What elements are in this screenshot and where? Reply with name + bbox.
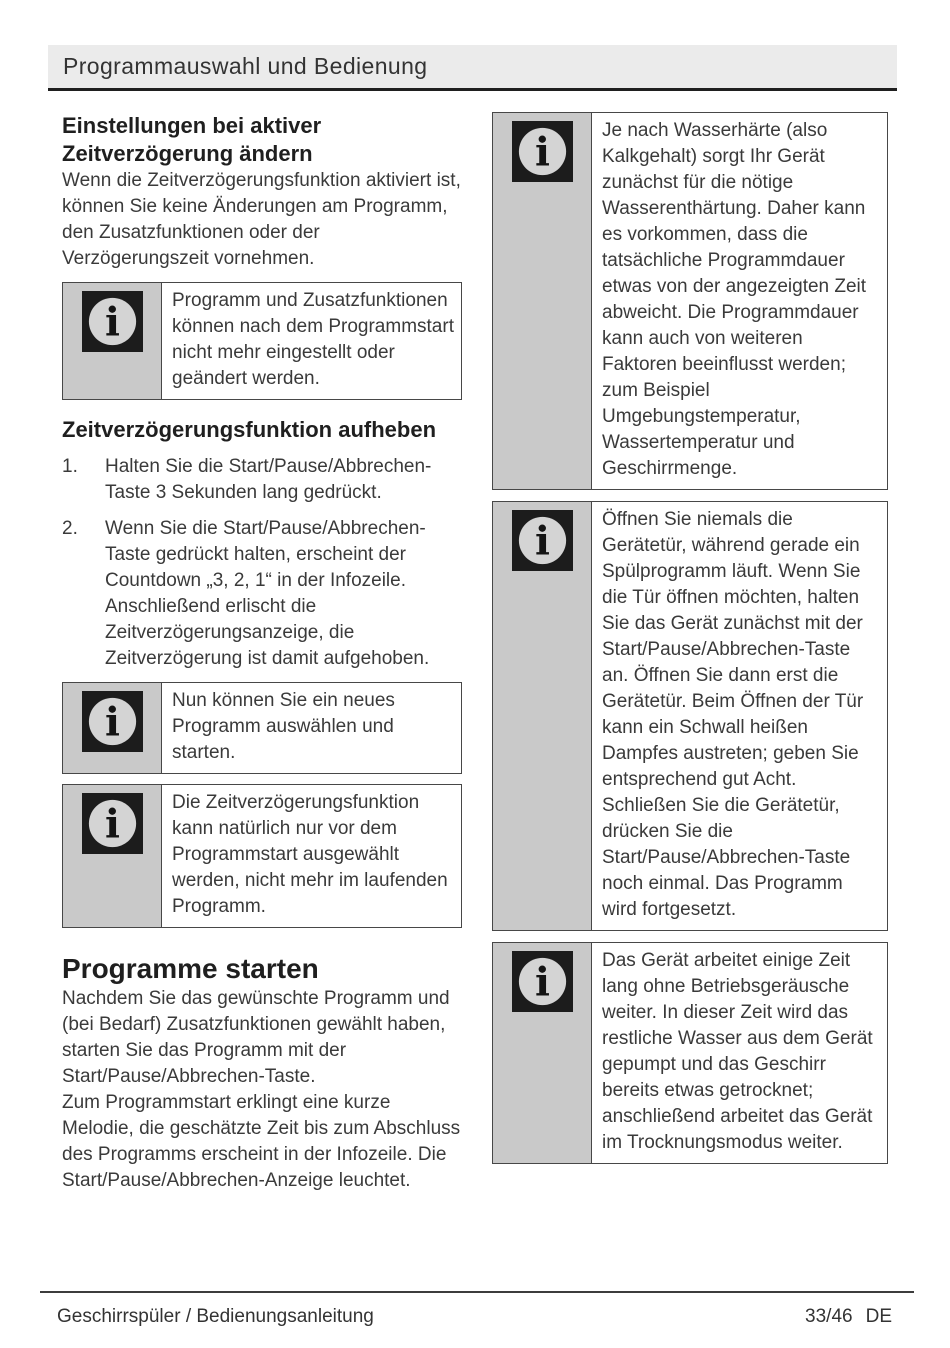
info-icon	[82, 291, 143, 352]
right-column	[492, 112, 888, 1194]
step-number: 2.	[62, 518, 78, 539]
page-footer	[40, 1291, 914, 1328]
footer-language: DE	[865, 1306, 892, 1327]
info-box	[492, 501, 888, 931]
step-item	[62, 516, 462, 672]
footer-page-info	[805, 1306, 892, 1328]
svg-text:i: i	[104, 699, 120, 746]
info-icon-cell	[63, 785, 162, 927]
info-box-text: Das Gerät arbeitet einige Zeit lang ohne Betriebsgeräusche weiter. In dieser Zeit wird das restliche Wasser aus dem Gerät gepumpt und das Geschirr bereits etwas getrocknet; anschließend arbeitet das Gerät im Trocknungsmodus weiter.	[602, 950, 873, 1153]
info-box-text: Je nach Wasserhärte (also Kalkgehalt) sorgt Ihr Gerät zunächst für die nötige Wasserenthärtung. Daher kann es vorkommen, dass die tatsächliche Programmdauer etwas von der angezeigten Zeit abweicht. Die Programmdauer kann auch von weiteren Faktoren beeinflusst werden; zum Beispiel Umgebungstemperatur, Wassertemperatur und Geschirrmenge.	[602, 120, 867, 479]
footer-page-number: 33/46	[805, 1306, 853, 1327]
info-icon-cell	[63, 683, 162, 773]
steps-list	[62, 454, 462, 672]
svg-text:i: i	[534, 129, 550, 176]
section-body-zeitverzoegerung-aendern: Wenn die Zeitverzögerungsfunktion aktiviert ist, können Sie keine Änderungen am Programm, den Zusatzfunktionen oder der Verzögerungszeit vornehmen.	[62, 170, 461, 269]
page-title: Programmauswahl und Bedienung	[63, 53, 428, 79]
step-text: Wenn Sie die Start/Pause/Abbrechen-Taste gedrückt halten, erscheint der Countdown „3, 2, 1“ in der Infozeile. Anschließend erlischt die Zeitverzögerungsanzeige, die Zeitverzögerung ist damit aufgehoben.	[105, 518, 430, 669]
info-icon	[512, 951, 573, 1012]
section-body-programme-starten-2: Zum Programmstart erklingt eine kurze Melodie, die geschätzte Zeit bis zum Abschluss des Programms erscheint in der Infozeile. Die Start/Pause/Abbrechen-Anzeige leuchtet.	[62, 1092, 461, 1191]
info-box	[62, 282, 462, 400]
footer-document-title: Geschirrspüler / Bedienungsanleitung	[57, 1306, 374, 1327]
info-icon	[82, 793, 143, 854]
svg-text:i: i	[534, 518, 550, 565]
section-heading-zeitverzoegerung-aendern: Einstellungen bei aktiver Zeitverzögerung ändern	[62, 113, 322, 166]
left-column	[62, 112, 462, 1194]
info-box	[62, 784, 462, 928]
page-header	[48, 45, 897, 91]
info-icon-cell	[493, 502, 592, 930]
page-content	[62, 112, 888, 1194]
step-text: Halten Sie die Start/Pause/Abbrechen-Taste 3 Sekunden lang gedrückt.	[105, 456, 432, 503]
step-item	[62, 454, 462, 506]
step-number: 1.	[62, 456, 78, 477]
section-body-programme-starten-1: Nachdem Sie das gewünschte Programm und (bei Bedarf) Zusatzfunktionen gewählt haben, starten Sie das Programm mit der Start/Pause/Abbrechen-Taste.	[62, 988, 450, 1087]
info-icon	[512, 121, 573, 182]
svg-text:i: i	[104, 801, 120, 848]
section-heading-zeitverzoegerung-aufheben: Zeitverzögerungsfunktion aufheben	[62, 417, 437, 442]
svg-text:i: i	[104, 299, 120, 346]
info-box-text: Programm und Zusatzfunktionen können nach dem Programmstart nicht mehr eingestellt oder geändert werden.	[172, 290, 454, 389]
info-box	[62, 682, 462, 774]
info-box	[492, 112, 888, 490]
info-icon-cell	[63, 283, 162, 399]
info-icon	[512, 510, 573, 571]
info-icon	[82, 691, 143, 752]
info-box	[492, 942, 888, 1164]
info-box-text: Öffnen Sie niemals die Gerätetür, während gerade ein Spülprogramm läuft. Wenn Sie die Tür öffnen möchten, halten Sie das Gerät zunächst mit der Start/Pause/Abbrechen-Taste an. Öffnen Sie dann erst die Gerätetür. Beim Öffnen der Tür kann ein Schwall heißen Dampfes austreten; geben Sie entsprechend gut Acht. Schließen Sie die Gerätetür, drücken Sie die Start/Pause/Abbrechen-Taste noch einmal. Das Programm wird fortgesetzt.	[602, 509, 864, 920]
info-icon-cell	[493, 113, 592, 489]
info-box-text: Nun können Sie ein neues Programm auswählen und starten.	[172, 690, 395, 763]
info-icon-cell	[493, 943, 592, 1163]
section-heading-programme-starten: Programme starten	[62, 953, 319, 984]
info-box-text: Die Zeitverzögerungsfunktion kann natürlich nur vor dem Programmstart ausgewählt werden, nicht mehr im laufenden Programm.	[172, 792, 448, 917]
svg-text:i: i	[534, 959, 550, 1006]
